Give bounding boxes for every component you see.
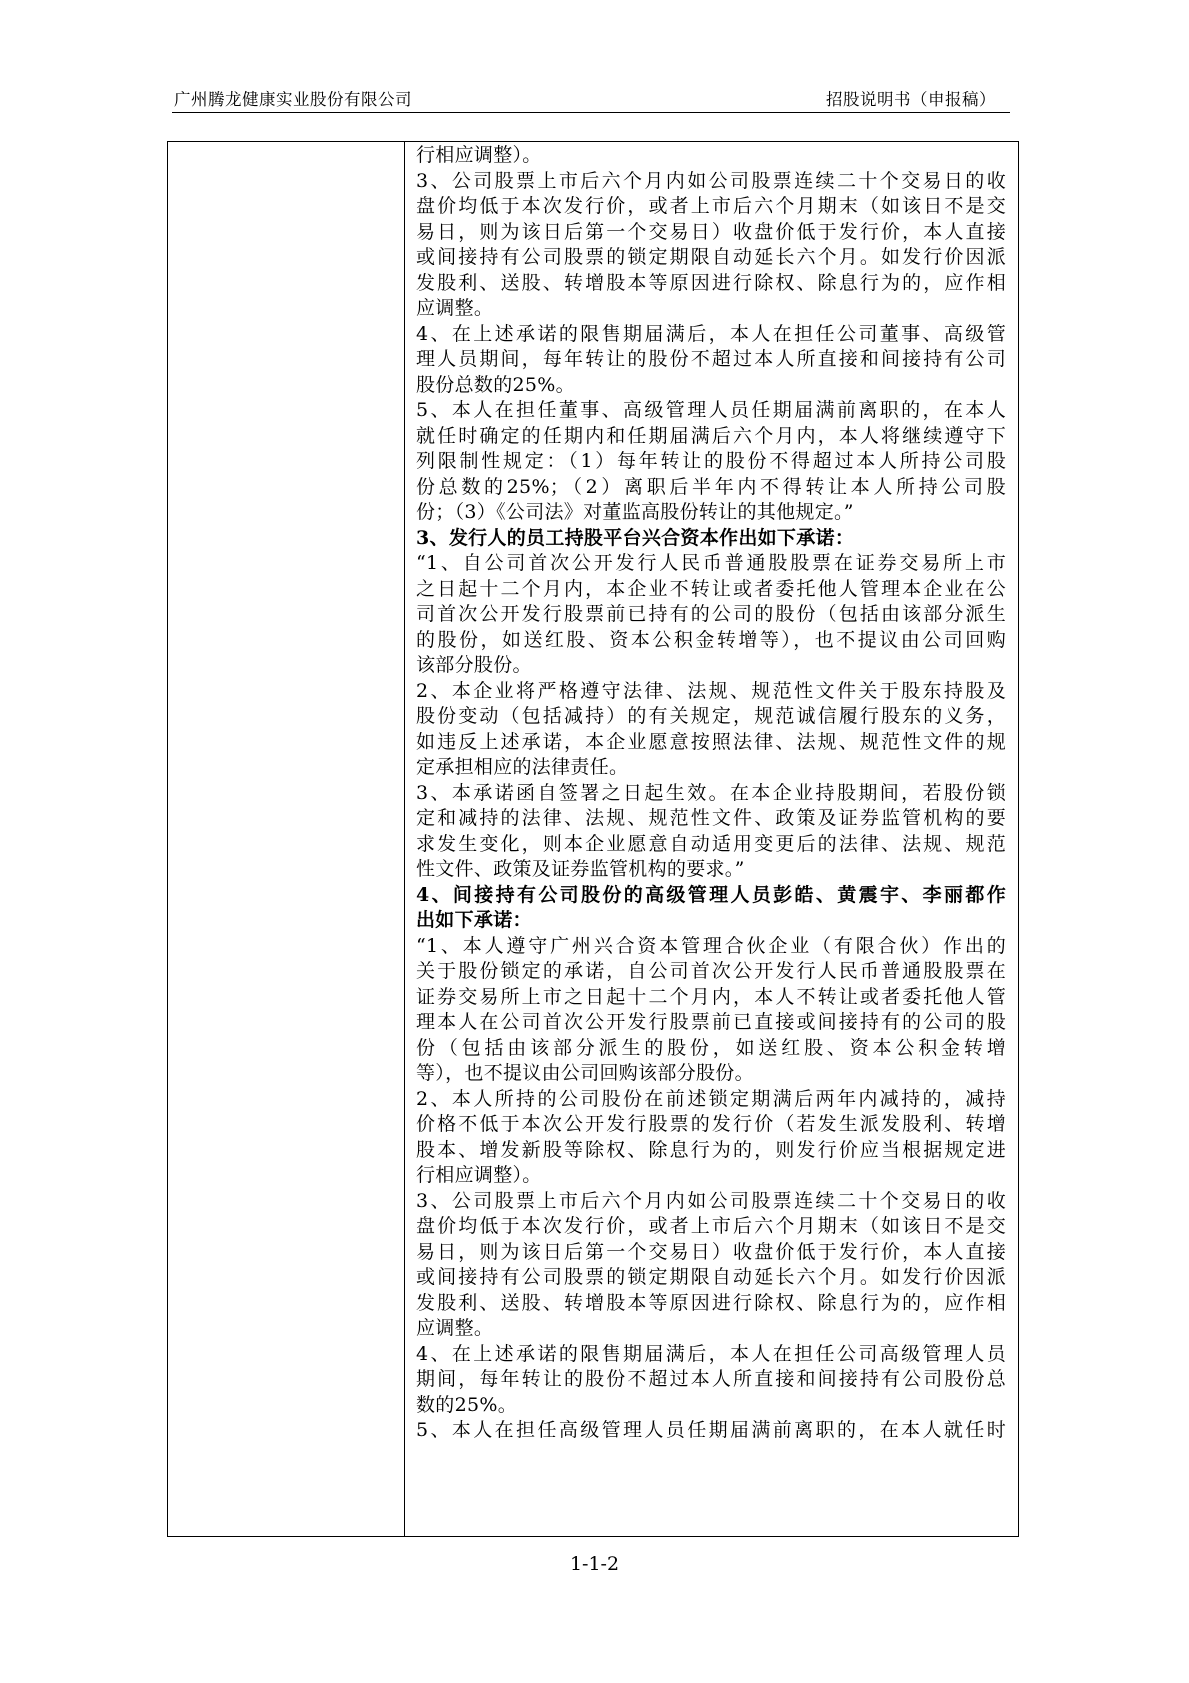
table-column-divider — [404, 142, 405, 1536]
text-line: 定承担相应的法律责任。 — [416, 756, 629, 778]
text-line: 易日，则为该日后第一个交易日）收盘价低于发行价，本人直接 — [416, 220, 1006, 243]
text-line: 出如下承诺： — [416, 909, 532, 931]
text-line: 价格不低于本次公开发行股票的发行价（若发生派发股利、转增 — [416, 1113, 1006, 1135]
text-line: 易日，则为该日后第一个交易日）收盘价低于发行价，本人直接 — [416, 1240, 1006, 1263]
text-line: 或间接持有公司股票的锁定期限自动延长六个月。如发行价因派 — [416, 1266, 1006, 1288]
text-line: 该部分股份。 — [416, 654, 532, 676]
text-line: 2、本企业将严格遵守法律、法规、规范性文件关于股东持股及 — [416, 679, 1006, 702]
text-line: 求发生变化，则本企业愿意自动适用变更后的法律、法规、规范 — [416, 832, 1006, 855]
text-line: 理本人在公司首次公开发行股票前已直接或间接持有的公司的股 — [416, 1011, 1006, 1033]
text-line: 定和减持的法律、法规、规范性文件、政策及证券监管机构的要 — [416, 807, 1006, 829]
text-line: 4、在上述承诺的限售期届满后，本人在担任公司高级管理人员 — [416, 1342, 1006, 1365]
text-line: 股份总数的25%。 — [416, 373, 575, 396]
text-line: 应调整。 — [416, 297, 494, 319]
text-line: 盘价均低于本次发行价，或者上市后六个月期末（如该日不是交 — [416, 195, 1006, 217]
document-type: 招股说明书（申报稿） — [826, 90, 996, 109]
text-line: 3、公司股票上市后六个月内如公司股票连续二十个交易日的收 — [416, 169, 1006, 192]
text-line: 之日起十二个月内，本企业不转让或者委托他人管理本企业在公 — [416, 577, 1006, 600]
company-name: 广州腾龙健康实业股份有限公司 — [174, 90, 412, 109]
text-line: 关于股份锁定的承诺，自公司首次公开发行人民币普通股股票在 — [416, 960, 1006, 982]
text-line: 份；（3）《公司法》对董监高股份转让的其他规定。” — [416, 501, 854, 523]
text-line: 2、本人所持的公司股份在前述锁定期满后两年内减持的，减持 — [416, 1087, 1006, 1110]
text-line: 行相应调整）。 — [416, 144, 542, 166]
text-line: 发股利、送股、转增股本等原因进行除权、除息行为的，应作相 — [416, 271, 1006, 294]
text-line: 份（包括由该部分派生的股份，如送红股、资本公积金转增 — [416, 1036, 1006, 1059]
text-line: 3、发行人的员工持股平台兴合资本作出如下承诺： — [416, 526, 855, 549]
text-line: 3、公司股票上市后六个月内如公司股票连续二十个交易日的收 — [416, 1189, 1006, 1212]
text-line: 4、间接持有公司股份的高级管理人员彭皓、黄震宇、李丽都作 — [416, 883, 1006, 906]
text-line: 理人员期间，每年转让的股份不超过本人所直接和间接持有公司 — [416, 348, 1006, 370]
text-line: 等），也不提议由公司回购该部分股份。 — [416, 1062, 754, 1084]
text-line: 如违反上述承诺，本企业愿意按照法律、法规、规范性文件的规 — [416, 730, 1006, 753]
page-number: 1-1-2 — [569, 1553, 620, 1575]
text-line: “1、自公司首次公开发行人民币普通股股票在证券交易所上市 — [416, 552, 1006, 574]
text-line: 或间接持有公司股票的锁定期限自动延长六个月。如发行价因派 — [416, 246, 1006, 268]
commitment-text — [416, 143, 1006, 1444]
text-line: 5、本人在担任高级管理人员任期届满前离职的，在本人就任时 — [416, 1419, 1006, 1441]
text-line: 5、本人在担任董事、高级管理人员任期届满前离职的，在本人 — [416, 399, 1006, 421]
text-line: 性文件、政策及证券监管机构的要求。” — [416, 858, 745, 880]
text-line: 发股利、送股、转增股本等原因进行除权、除息行为的，应作相 — [416, 1291, 1006, 1314]
text-line: 3、本承诺函自签署之日起生效。在本企业持股期间，若股份锁 — [416, 781, 1006, 804]
text-line: 份总数的25%；（2）离职后半年内不得转让本人所持公司股 — [416, 475, 1006, 498]
text-line: 数的25%。 — [416, 1393, 518, 1416]
page-header — [172, 86, 1010, 113]
text-line: 股本、增发新股等除权、除息行为的，则发行价应当根据规定进 — [416, 1138, 1006, 1161]
text-line: 证券交易所上市之日起十二个月内，本人不转让或者委托他人管 — [416, 985, 1006, 1008]
text-line: 股份变动（包括减持）的有关规定，规范诚信履行股东的义务， — [416, 705, 1006, 727]
text-line: 4、在上述承诺的限售期届满后，本人在担任公司董事、高级管 — [416, 322, 1006, 345]
text-line: “1、本人遵守广州兴合资本管理合伙企业（有限合伙）作出的 — [416, 934, 1006, 957]
text-line: 行相应调整）。 — [416, 1164, 542, 1186]
text-line: 盘价均低于本次发行价，或者上市后六个月期末（如该日不是交 — [416, 1215, 1006, 1237]
text-line: 应调整。 — [416, 1317, 494, 1339]
text-line: 列限制性规定：（1）每年转让的股份不得超过本人所持公司股 — [416, 450, 1006, 472]
text-line: 司首次公开发行股票前已持有的公司的股份（包括由该部分派生 — [416, 603, 1006, 625]
text-line: 期间，每年转让的股份不超过本人所直接和间接持有公司股份总 — [416, 1368, 1006, 1390]
text-line: 就任时确定的任期内和任期届满后六个月内，本人将继续遵守下 — [416, 424, 1006, 447]
text-line: 的股份，如送红股、资本公积金转增等），也不提议由公司回购 — [416, 628, 1006, 651]
